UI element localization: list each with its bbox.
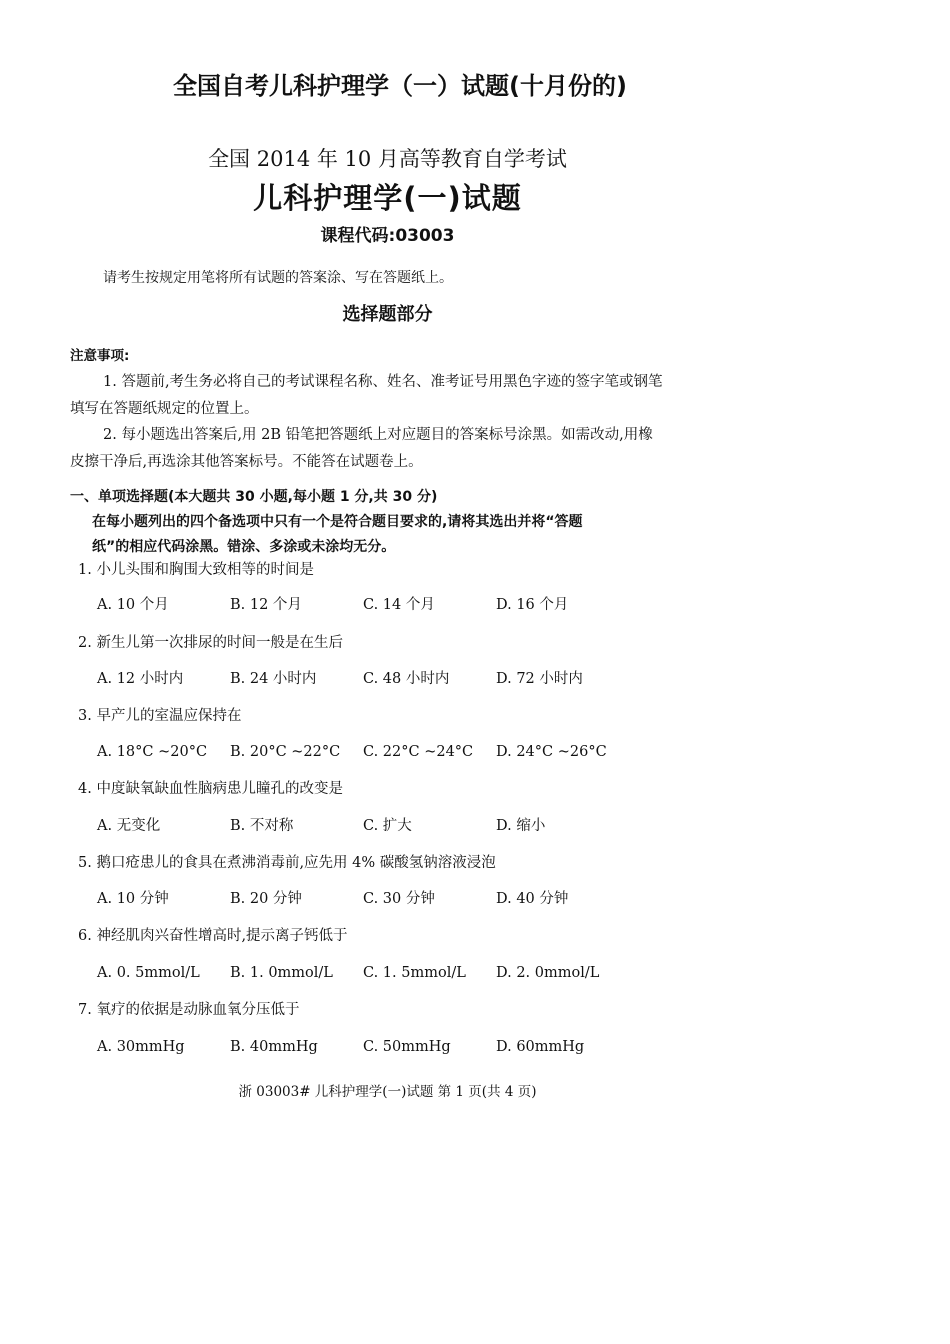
option-d: D. 16 个月 bbox=[496, 597, 569, 613]
option-b: B. 40mmHg bbox=[230, 1039, 318, 1055]
option-a: A. 30mmHg bbox=[97, 1039, 185, 1055]
option-a: A. 10 个月 bbox=[97, 597, 169, 613]
option-b: B. 20 分钟 bbox=[230, 891, 302, 907]
option-c: C. 1. 5mmol/L bbox=[363, 965, 466, 981]
option-c: C. 22°C ~24°C bbox=[363, 744, 474, 760]
note-line: 1. 答题前,考生务必将自己的考试课程名称、姓名、准考证号用黑色字迹的签字笔或钢笔 bbox=[103, 374, 663, 390]
option-c: C. 48 小时内 bbox=[363, 671, 450, 687]
course-code: 课程代码:03003 bbox=[320, 226, 455, 246]
option-d: D. 72 小时内 bbox=[496, 671, 583, 687]
option-a: A. 18°C ~20°C bbox=[97, 744, 208, 760]
question-text: 6. 神经肌肉兴奋性增高时,提示离子钙低于 bbox=[78, 928, 348, 944]
exam-heading: 全国 2014 年 10 月高等教育自学考试 bbox=[208, 147, 567, 171]
note-line: 填写在答题纸规定的位置上。 bbox=[70, 401, 259, 417]
subject-title: 儿科护理学(一)试题 bbox=[253, 181, 522, 215]
notes-heading: 注意事项: bbox=[70, 348, 130, 364]
part-heading: 一、单项选择题(本大题共 30 小题,每小题 1 分,共 30 分) bbox=[70, 489, 438, 505]
option-a: A. 10 分钟 bbox=[97, 891, 169, 907]
option-d: D. 60mmHg bbox=[496, 1039, 585, 1055]
option-b: B. 不对称 bbox=[230, 818, 294, 834]
question-text: 3. 早产儿的室温应保持在 bbox=[78, 708, 242, 724]
option-d: D. 2. 0mmol/L bbox=[496, 965, 600, 981]
option-c: C. 50mmHg bbox=[363, 1039, 451, 1055]
question-text: 7. 氧疗的依据是动脉血氧分压低于 bbox=[78, 1002, 300, 1018]
note-line: 皮擦干净后,再选涂其他答案标号。不能答在试题卷上。 bbox=[70, 454, 423, 470]
option-b: B. 1. 0mmol/L bbox=[230, 965, 333, 981]
answer-instruction: 请考生按规定用笔将所有试题的答案涂、写在答题纸上。 bbox=[103, 270, 453, 286]
option-b: B. 20°C ~22°C bbox=[230, 744, 341, 760]
option-b: B. 12 个月 bbox=[230, 597, 302, 613]
part-description: 在每小题列出的四个备选项中只有一个是符合题目要求的,请将其选出并将“答题 bbox=[92, 514, 583, 530]
option-d: D. 缩小 bbox=[496, 818, 546, 834]
question-text: 5. 鹅口疮患儿的食具在煮沸消毒前,应先用 4% 碳酸氢钠溶液浸泡 bbox=[78, 855, 496, 871]
option-c: C. 扩大 bbox=[363, 818, 412, 834]
option-c: C. 14 个月 bbox=[363, 597, 435, 613]
question-text: 2. 新生儿第一次排尿的时间一般是在生后 bbox=[78, 635, 343, 651]
question-text: 1. 小儿头围和胸围大致相等的时间是 bbox=[78, 562, 314, 578]
option-a: A. 无变化 bbox=[97, 818, 161, 834]
option-a: A. 0. 5mmol/L bbox=[97, 965, 200, 981]
section-title: 选择题部分 bbox=[342, 304, 433, 325]
page-title: 全国自考儿科护理学（一）试题(十月份的) bbox=[173, 72, 627, 100]
page-footer: 浙 03003# 儿科护理学(一)试题 第 1 页(共 4 页) bbox=[238, 1084, 537, 1100]
option-c: C. 30 分钟 bbox=[363, 891, 435, 907]
part-description: 纸”的相应代码涂黑。错涂、多涂或未涂均无分。 bbox=[92, 539, 396, 555]
option-a: A. 12 小时内 bbox=[97, 671, 184, 687]
option-b: B. 24 小时内 bbox=[230, 671, 317, 687]
option-d: D. 40 分钟 bbox=[496, 891, 569, 907]
option-d: D. 24°C ~26°C bbox=[496, 744, 607, 760]
note-line: 2. 每小题选出答案后,用 2B 铅笔把答题纸上对应题目的答案标号涂黑。如需改动,用橡 bbox=[103, 427, 653, 443]
question-text: 4. 中度缺氧缺血性脑病患儿瞳孔的改变是 bbox=[78, 781, 343, 797]
